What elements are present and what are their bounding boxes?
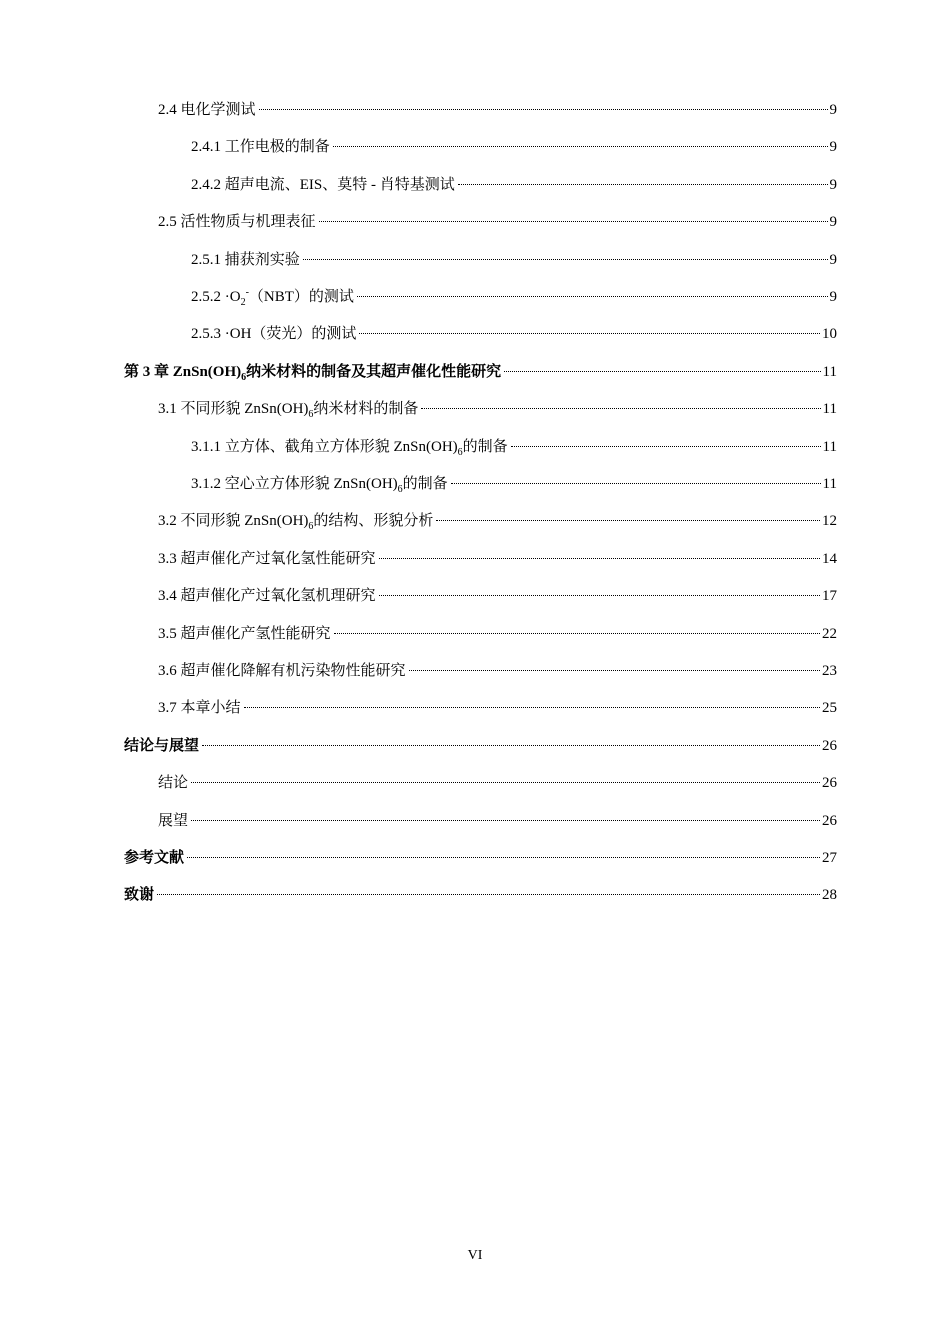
toc-dot-leader [379,558,820,559]
toc-entry[interactable] [158,584,837,608]
toc-entry-title: 3.1.1 立方体、截角立方体形貌 $ZnSn(OH)_6$的制备 [191,439,508,458]
toc-entry-title: $2.5.2 \cdot O_2^-(NBT)$的测试 [191,287,354,308]
toc-entry[interactable] [158,622,837,646]
toc-entry-title: 2.5.3 ·OH（荧光）的测试 [191,326,357,342]
toc-entry-title: 2.4.1 工作电极的制备 [191,139,330,155]
toc-dot-leader [259,109,828,110]
toc-dot-leader [187,857,820,858]
toc-entry-title: 展望 [158,813,189,829]
toc-page-number: 26 [822,775,837,791]
toc-page-number: 9 [829,102,837,118]
toc-entry-title: 2.5 活性物质与机理表征 [158,214,316,230]
toc-page-number: 9 [829,214,837,230]
toc-page-number: 10 [822,326,837,342]
toc-dot-leader [511,446,821,447]
toc-entry-title: 3.3 超声催化产过氧化氢性能研究 [158,551,376,567]
toc-page-number: 14 [822,551,837,567]
toc-dot-leader [409,670,820,671]
toc-page-number: 9 [829,177,837,193]
toc-page-number: 11 [822,439,837,455]
toc-entry[interactable] [158,397,837,421]
toc-entry[interactable] [158,547,837,571]
toc-dot-leader [357,296,828,297]
toc-entry-title: 3.6 超声催化降解有机污染物性能研究 [158,663,406,679]
toc-entry[interactable] [191,322,837,346]
toc-dot-leader [458,184,828,185]
toc-page-number: 26 [822,738,837,754]
toc-entry[interactable] [158,509,837,533]
toc-dot-leader [504,371,820,372]
toc-page-number: 25 [822,700,837,716]
toc-entry[interactable] [158,696,837,720]
toc-entry[interactable] [124,883,837,907]
toc-entry[interactable] [191,285,837,309]
toc-entry[interactable] [124,846,837,870]
toc-dot-leader [436,520,820,521]
toc-entry-title: 3.1 不同形貌 $ZnSn(OH)_6$纳米材料的制备 [158,401,419,420]
toc-entry[interactable] [191,135,837,159]
toc-dot-leader [244,707,820,708]
toc-entry[interactable] [191,173,837,197]
toc-page-number: 9 [829,139,837,155]
toc-entry-title: 3.4 超声催化产过氧化氢机理研究 [158,588,376,604]
toc-entry-title: 3.1.2 空心立方体形貌 $ZnSn(OH)_6$的制备 [191,476,448,495]
toc-page-number: 9 [829,289,837,305]
toc-entry[interactable] [124,734,837,758]
toc-entry[interactable] [158,771,837,795]
toc-page-number: 12 [822,513,837,529]
toc-entry-title: 参考文献 [124,850,185,866]
toc-page-number: 22 [822,626,837,642]
toc-page-number: 11 [822,476,837,492]
toc-page-number: 28 [822,887,837,903]
toc-entry-title: 2.4.2 超声电流、EIS、莫特 - 肖特基测试 [191,177,455,193]
toc-entry[interactable] [191,435,837,459]
toc-entry-title: 2.4 电化学测试 [158,102,256,118]
toc-page-number: 11 [822,401,837,417]
toc-page-number: 9 [829,252,837,268]
toc-entry-title: 第 3 章 $ZnSn(OH)_6$纳米材料的制备及其超声催化性能研究 [124,364,502,383]
toc-entry-title: 3.7 本章小结 [158,700,241,716]
toc-dot-leader [333,146,828,147]
toc-page-number: 26 [822,813,837,829]
toc-entry-title: 结论 [158,775,189,791]
toc-entry-title: 3.5 超声催化产氢性能研究 [158,626,331,642]
toc-dot-leader [191,820,820,821]
toc-dot-leader [157,894,820,895]
toc-entry[interactable] [158,210,837,234]
toc-page-number: 11 [822,364,837,380]
toc-entry[interactable] [158,659,837,683]
toc-dot-leader [303,259,828,260]
toc-entry[interactable] [158,98,837,122]
toc-entry-title: 致谢 [124,887,155,903]
toc-entry-title: 结论与展望 [124,738,200,754]
toc-dot-leader [451,483,821,484]
toc-page-number: 23 [822,663,837,679]
toc-dot-leader [421,408,820,409]
toc-page-number: 17 [822,588,837,604]
toc-entry-title: 2.5.1 捕获剂实验 [191,252,300,268]
toc-dot-leader [359,333,820,334]
toc-entry[interactable] [191,248,837,272]
toc-dot-leader [379,595,820,596]
toc-entry-title: 3.2 不同形貌 $ZnSn(OH)_6$的结构、形貌分析 [158,513,434,532]
toc-dot-leader [191,782,820,783]
toc-page-number: 27 [822,850,837,866]
toc-dot-leader [319,221,828,222]
toc-entry[interactable] [191,472,837,496]
page-number: VI [467,1248,483,1263]
toc-entry[interactable] [124,360,837,384]
toc-entry[interactable] [158,809,837,833]
toc-dot-leader [334,633,820,634]
toc-dot-leader [202,745,820,746]
